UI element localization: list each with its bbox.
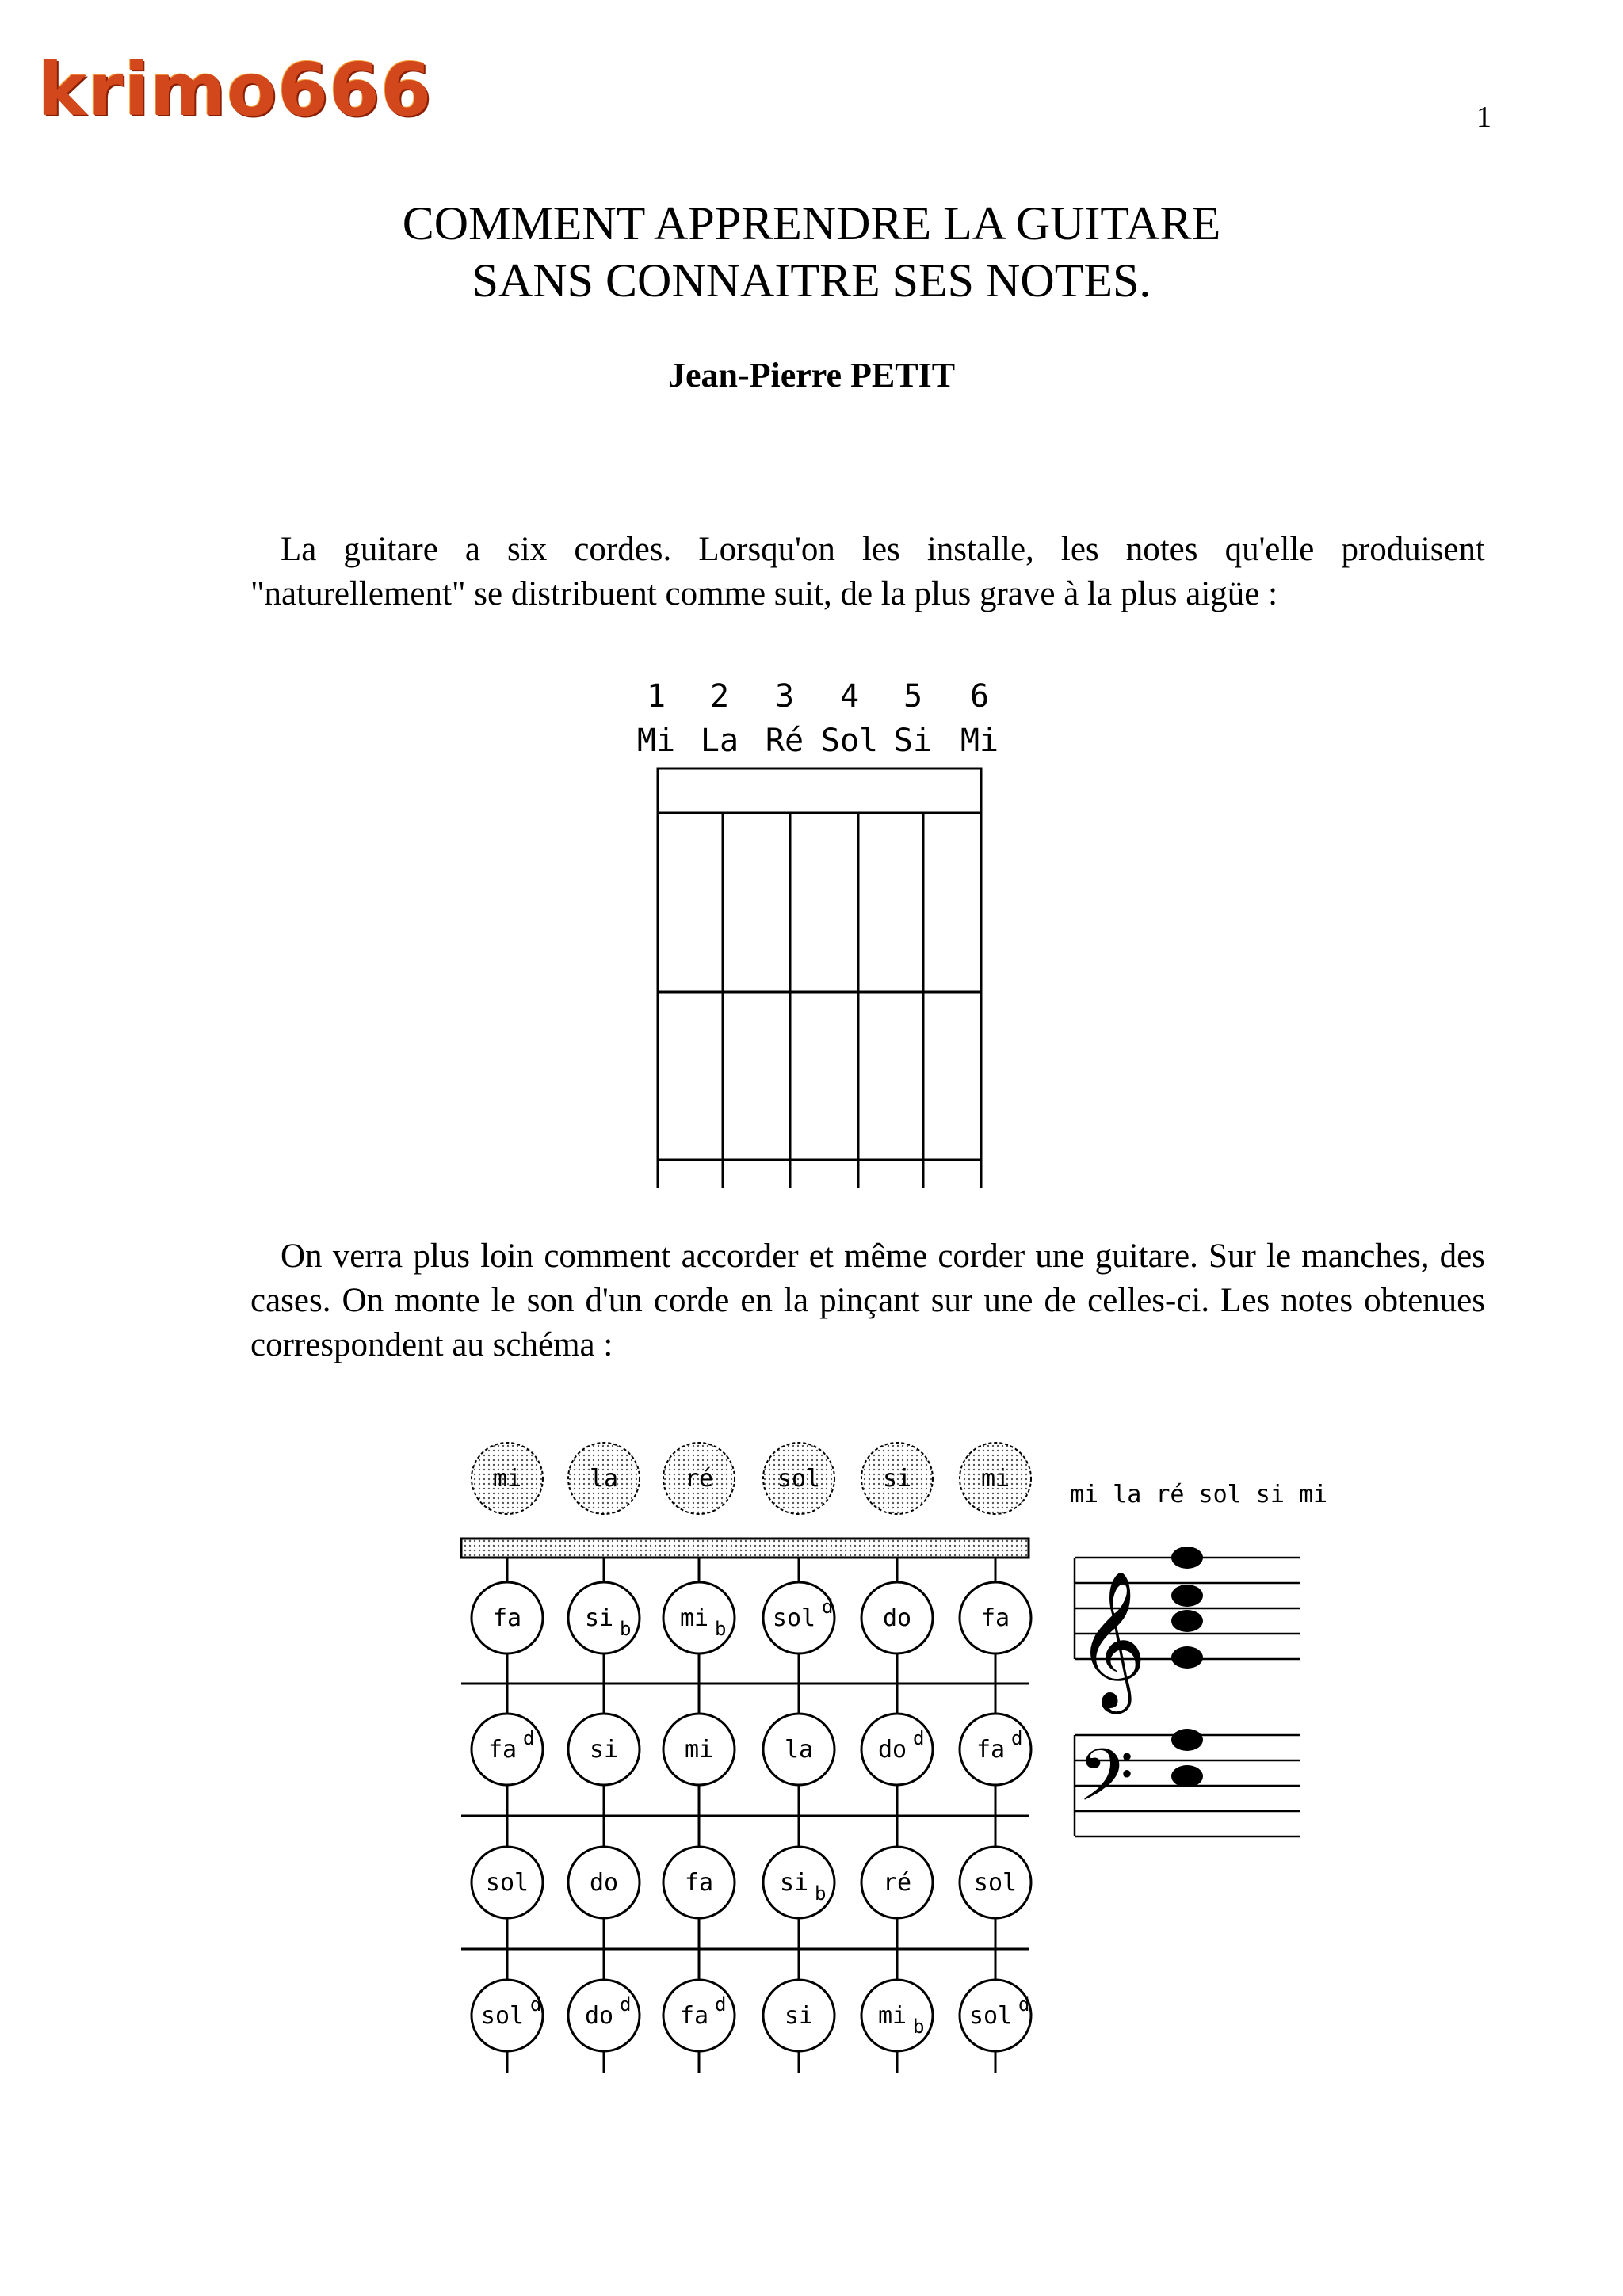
- svg-text:fa: fa: [679, 2002, 709, 2030]
- string-number: 3: [774, 678, 795, 715]
- svg-text:b: b: [815, 1882, 827, 1905]
- string-number: 4: [839, 678, 860, 715]
- svg-text:ré: ré: [684, 1465, 714, 1493]
- bass-clef-icon: 𝄢: [1078, 1733, 1134, 1835]
- svg-text:sol: sol: [485, 1869, 529, 1897]
- open-note: [861, 1443, 933, 1514]
- svg-text:mi: mi: [684, 1736, 714, 1764]
- nut-bar: [461, 1539, 1029, 1558]
- note-head: [1171, 1547, 1203, 1569]
- svg-text:do: do: [877, 1736, 907, 1764]
- svg-text:d: d: [523, 1727, 535, 1749]
- svg-text:sol: sol: [777, 1465, 821, 1493]
- svg-text:la: la: [784, 1736, 814, 1764]
- svg-text:do: do: [584, 2002, 614, 2030]
- string-number: 5: [903, 678, 923, 715]
- svg-text:d: d: [620, 1993, 632, 2016]
- fret-note: [861, 1847, 933, 1918]
- fret-note: [763, 1582, 834, 1653]
- open-note: [568, 1443, 640, 1514]
- open-note: [960, 1443, 1031, 1514]
- svg-text:mi: mi: [679, 1604, 709, 1632]
- svg-text:d: d: [1011, 1727, 1023, 1749]
- svg-text:do: do: [882, 1604, 912, 1632]
- note-head: [1171, 1729, 1203, 1751]
- fret-note: [861, 1980, 933, 2051]
- svg-text:b: b: [913, 2016, 925, 2038]
- string-number: 6: [969, 678, 990, 715]
- fret-note: [568, 1980, 640, 2051]
- fret-note: [663, 1980, 735, 2051]
- svg-text:d: d: [822, 1596, 834, 1618]
- fret-note: [861, 1582, 933, 1653]
- svg-text:fa: fa: [976, 1736, 1006, 1764]
- staff-label: mi la ré sol si mi: [1070, 1481, 1328, 1508]
- svg-text:la: la: [589, 1465, 619, 1493]
- string-note: La: [700, 723, 739, 759]
- strings-diagram: [634, 673, 1014, 1196]
- paragraph-frets: On verra plus loin comment accorder et même corder une guitare. Sur le manches, des cases. On monte le son d'un corde en la pinçant sur une de celles-ci. Les notes obtenues correspondent au schéma :: [250, 1238, 1485, 1363]
- page-number: 1: [1476, 101, 1491, 134]
- fret-note: [663, 1582, 735, 1653]
- svg-text:b: b: [715, 1618, 727, 1640]
- fret-note: [663, 1714, 735, 1785]
- svg-text:b: b: [620, 1618, 632, 1640]
- svg-text:sol: sol: [480, 2002, 525, 2030]
- svg-text:si: si: [882, 1465, 912, 1493]
- staff-diagram: [1070, 1466, 1331, 1870]
- fret-note: [568, 1582, 640, 1653]
- svg-text:fa: fa: [492, 1604, 522, 1632]
- fret-note: [763, 1714, 834, 1785]
- paragraph-intro: La guitare a six cordes. Lorsqu'on les installe, les notes qu'elle produisent "naturellement" se distribuent comme suit, de la plus grave à la plus aigüe :: [250, 531, 1485, 612]
- fret-note: [472, 1582, 543, 1653]
- fret-note: [960, 1582, 1031, 1653]
- fret-note: [568, 1714, 640, 1785]
- open-note: [763, 1443, 834, 1514]
- fret-note: [763, 1847, 834, 1918]
- svg-text:si: si: [779, 1869, 809, 1897]
- note-head: [1171, 1765, 1203, 1787]
- svg-text:mi: mi: [492, 1465, 522, 1493]
- logo: krimo666: [38, 48, 433, 132]
- nut-box: [658, 769, 981, 813]
- svg-text:d: d: [913, 1727, 925, 1749]
- page-title: [0, 195, 1623, 309]
- svg-text:d: d: [1018, 1993, 1030, 2016]
- fret-note: [472, 1714, 543, 1785]
- title-line-1: COMMENT APPRENDRE LA GUITARE: [402, 197, 1221, 250]
- svg-text:fa: fa: [487, 1736, 517, 1764]
- note-head: [1171, 1646, 1203, 1669]
- fret-note: [960, 1847, 1031, 1918]
- fret-note: [663, 1847, 735, 1918]
- fret-note: [861, 1714, 933, 1785]
- string-note: Mi: [960, 723, 999, 759]
- svg-text:ré: ré: [882, 1869, 912, 1897]
- string-number: 1: [646, 678, 666, 715]
- svg-text:mi: mi: [980, 1465, 1010, 1493]
- title-line-2: SANS CONNAITRE SES NOTES.: [472, 254, 1151, 307]
- fret-note: [763, 1980, 834, 2051]
- string-number: 2: [709, 678, 730, 715]
- svg-text:do: do: [589, 1869, 619, 1897]
- open-note: [472, 1443, 543, 1514]
- string-note: Sol: [820, 723, 879, 759]
- string-note: Ré: [765, 723, 804, 759]
- svg-text:si: si: [589, 1736, 619, 1764]
- svg-text:fa: fa: [980, 1604, 1010, 1632]
- svg-text:si: si: [784, 2002, 814, 2030]
- open-note: [663, 1443, 735, 1514]
- string-note: Si: [893, 723, 933, 759]
- svg-text:d: d: [715, 1993, 727, 2016]
- svg-text:sol: sol: [973, 1869, 1018, 1897]
- fret-note: [472, 1847, 543, 1918]
- note-head: [1171, 1610, 1203, 1632]
- string-note: Mi: [636, 723, 676, 759]
- svg-text:sol: sol: [772, 1604, 816, 1632]
- author: Jean-Pierre PETIT: [667, 356, 956, 395]
- treble-clef-icon: 𝄞: [1076, 1570, 1147, 1708]
- svg-text:sol: sol: [968, 2002, 1013, 2030]
- fret-note: [960, 1980, 1031, 2051]
- svg-text:si: si: [584, 1604, 614, 1632]
- fret-note: [568, 1847, 640, 1918]
- svg-text:mi: mi: [877, 2002, 907, 2030]
- svg-text:fa: fa: [684, 1869, 714, 1897]
- note-head: [1171, 1585, 1203, 1607]
- fret-note: [472, 1980, 543, 2051]
- svg-text:d: d: [530, 1993, 542, 2016]
- fret-note: [960, 1714, 1031, 1785]
